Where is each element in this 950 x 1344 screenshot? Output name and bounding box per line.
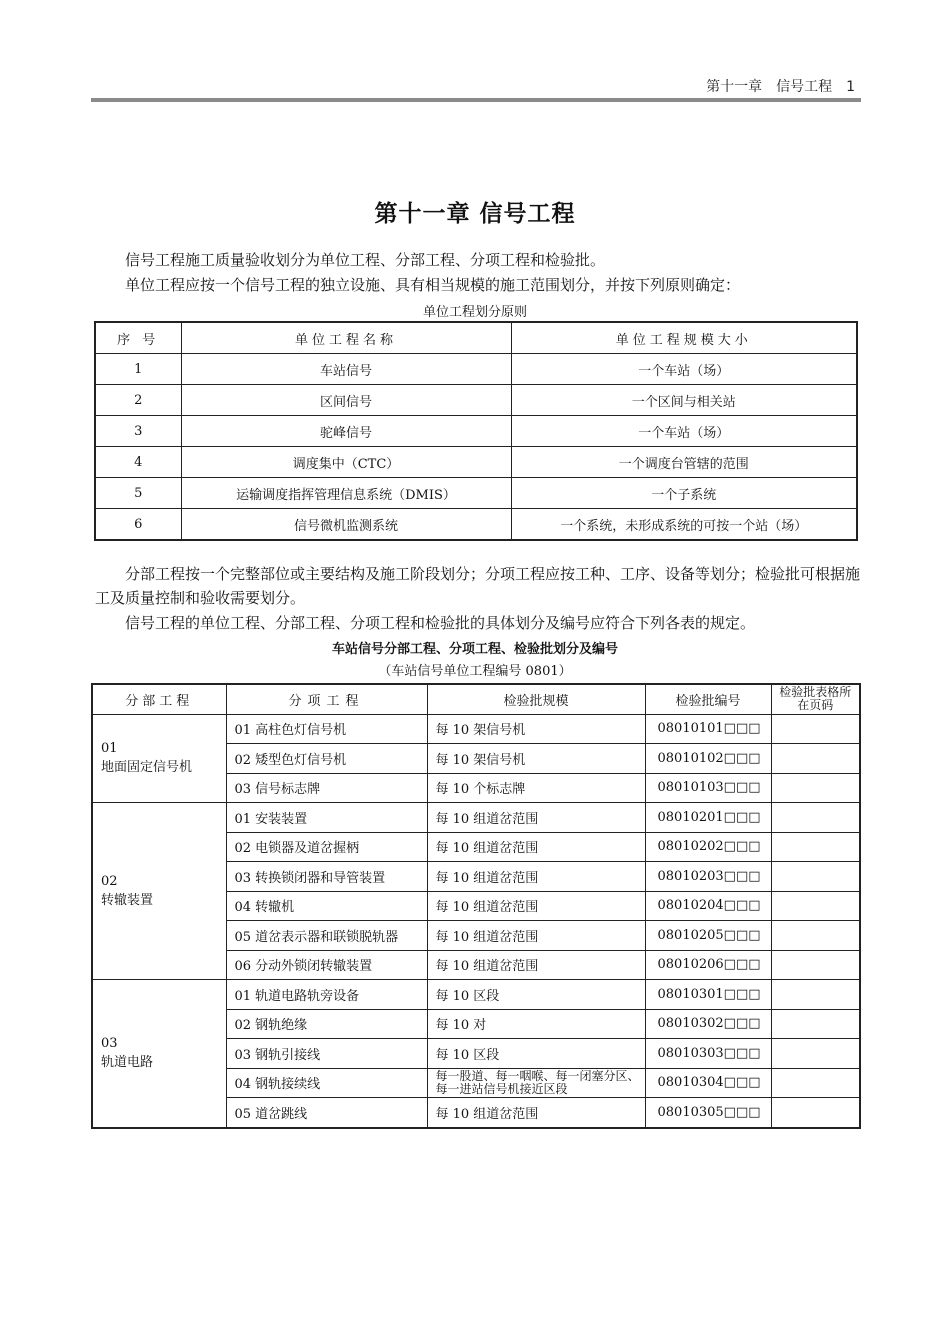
item-scale: 每 10 对: [427, 1009, 645, 1039]
item-name: 05 道岔表示器和联锁脱轨器: [226, 921, 427, 951]
item-page: [771, 980, 860, 1010]
item-name: 04 钢轨接续线: [226, 1068, 427, 1098]
table2-subcaption: （车站信号单位工程编号 0801）: [378, 664, 572, 679]
table-row: [95, 385, 857, 416]
item-scale: 每 10 架信号机: [427, 744, 645, 774]
header-rule: [91, 98, 861, 102]
item-scale: 每 10 个标志牌: [427, 773, 645, 803]
table1-caption: 单位工程划分原则: [422, 305, 527, 320]
division-name: 转辙装置: [101, 893, 154, 908]
cell-scale: 一个子系统: [511, 478, 857, 509]
division-code: 02: [101, 874, 118, 889]
item-name: 03 转换锁闭器和导管装置: [226, 862, 427, 892]
item-scale: 每 10 组道岔范围: [427, 832, 645, 862]
cell-index: 1: [95, 354, 181, 385]
item-scale: 每 10 区段: [427, 980, 645, 1010]
item-code: 08010102□□□: [645, 744, 771, 774]
item-page: [771, 832, 860, 862]
table-row: [95, 354, 857, 385]
item-code: 08010303□□□: [645, 1039, 771, 1069]
table2-caption: 车站信号分部工程、分项工程、检验批划分及编号: [331, 642, 618, 657]
division-cell: [92, 803, 226, 980]
item-name: 01 安装装置: [226, 803, 427, 833]
division-code: 03: [101, 1036, 118, 1052]
cell-name: 区间信号: [181, 385, 511, 416]
item-name: 03 钢轨引接线: [226, 1039, 427, 1069]
paragraph-3: 分部工程按一个完整部位或主要结构及施工阶段划分；分项工程应按工种、工序、设备等划分；检验批可根据施工及质量控制和验收需要划分。: [95, 565, 861, 607]
table-row: [92, 980, 860, 1010]
item-page: [771, 891, 860, 921]
item-name: 05 道岔跳线: [226, 1098, 427, 1128]
division-cell: [92, 714, 226, 803]
cell-name: 车站信号: [181, 354, 511, 385]
table-row: [92, 803, 860, 833]
cell-index: 4: [95, 447, 181, 478]
header-section: 信号工程: [776, 79, 833, 95]
item-code: 08010201□□□: [645, 803, 771, 833]
item-scale: 每 10 架信号机: [427, 714, 645, 744]
paragraph-2: 单位工程应按一个信号工程的独立设施、具有相当规模的施工范围划分，并按下列原则确定：: [125, 276, 741, 294]
item-code: 08010205□□□: [645, 921, 771, 951]
item-scale: 每 10 组道岔范围: [427, 1098, 645, 1128]
cell-name: 驼峰信号: [181, 416, 511, 447]
cell-name: 信号微机监测系统: [181, 509, 511, 541]
cell-scale: 一个车站（场）: [511, 416, 857, 447]
item-page: [771, 950, 860, 980]
item-page: [771, 1039, 860, 1069]
division-cell: [92, 980, 226, 1128]
item-name: 06 分动外锁闭转辙装置: [226, 950, 427, 980]
item-page: [771, 1098, 860, 1128]
cell-name: 运输调度指挥管理信息系统（DMIS）: [181, 478, 511, 509]
item-name: 04 转辙机: [226, 891, 427, 921]
paragraph-1: 信号工程施工质量验收划分为单位工程、分部工程、分项工程和检验批。: [125, 251, 606, 269]
table-row: [95, 478, 857, 509]
item-page: [771, 862, 860, 892]
header-cell: 分部工程: [92, 684, 226, 714]
item-name: 01 轨道电路轨旁设备: [226, 980, 427, 1010]
item-scale: 每 10 组道岔范围: [427, 891, 645, 921]
item-name: 01 高柱色灯信号机: [226, 714, 427, 744]
header-cell: 单位工程名称: [181, 322, 511, 354]
cell-index: 2: [95, 385, 181, 416]
item-code: 08010101□□□: [645, 714, 771, 744]
item-code: 08010203□□□: [645, 862, 771, 892]
item-code: 08010204□□□: [645, 891, 771, 921]
division-name: 轨道电路: [101, 1055, 154, 1071]
cell-index: 6: [95, 509, 181, 541]
item-page: [771, 1068, 860, 1098]
header-cell: 单位工程规模大小: [511, 322, 857, 354]
item-scale: 每一股道、每一咽喉、每一闭塞分区、每一进站信号机接近区段: [427, 1068, 645, 1098]
item-scale: 每 10 组道岔范围: [427, 950, 645, 980]
header-cell: 检验批规模: [427, 684, 645, 714]
header-chapter: 第十一章: [706, 79, 763, 95]
header-cell: 检验批表格所在页码: [771, 684, 860, 714]
item-code: 08010305□□□: [645, 1098, 771, 1128]
header-cell: 检验批编号: [645, 684, 771, 714]
table-header-row: [92, 684, 860, 714]
paragraph-4: 信号工程的单位工程、分部工程、分项工程和检验批的具体划分及编号应符合下列各表的规定。: [125, 614, 756, 632]
header-cell: 序 号: [95, 322, 181, 354]
item-page: [771, 1009, 860, 1039]
table-header-row: [95, 322, 857, 354]
item-page: [771, 921, 860, 951]
item-code: 08010302□□□: [645, 1009, 771, 1039]
cell-scale: 一个车站（场）: [511, 354, 857, 385]
cell-scale: 一个区间与相关站: [511, 385, 857, 416]
item-page: [771, 744, 860, 774]
item-name: 03 信号标志牌: [226, 773, 427, 803]
item-code: 08010304□□□: [645, 1068, 771, 1098]
unit-project-table: [94, 321, 858, 541]
item-scale: 每 10 区段: [427, 1039, 645, 1069]
running-header: [692, 76, 855, 96]
item-name: 02 电锁器及道岔握柄: [226, 832, 427, 862]
division-code: 01: [101, 741, 118, 757]
item-code: 08010202□□□: [645, 832, 771, 862]
header-page-number: 1: [846, 79, 855, 95]
table-row: [95, 416, 857, 447]
table-row: [95, 447, 857, 478]
item-page: [771, 773, 860, 803]
item-code: 08010103□□□: [645, 773, 771, 803]
table-row: [92, 714, 860, 744]
item-page: [771, 803, 860, 833]
item-code: 08010206□□□: [645, 950, 771, 980]
table-row: [95, 509, 857, 541]
item-name: 02 矮型色灯信号机: [226, 744, 427, 774]
division-name: 地面固定信号机: [101, 760, 193, 776]
item-page: [771, 714, 860, 744]
item-code: 08010301□□□: [645, 980, 771, 1010]
station-signal-table: [91, 683, 861, 1129]
item-scale: 每 10 组道岔范围: [427, 803, 645, 833]
cell-name: 调度集中（CTC）: [181, 447, 511, 478]
cell-index: 3: [95, 416, 181, 447]
header-cell: 分项工程: [226, 684, 427, 714]
cell-scale: 一个调度台管辖的范围: [511, 447, 857, 478]
chapter-title: 第十一章 信号工程: [374, 201, 576, 227]
cell-scale: 一个系统，未形成系统的可按一个站（场）: [511, 509, 857, 541]
cell-index: 5: [95, 478, 181, 509]
item-scale: 每 10 组道岔范围: [427, 921, 645, 951]
item-name: 02 钢轨绝缘: [226, 1009, 427, 1039]
item-scale: 每 10 组道岔范围: [427, 862, 645, 892]
